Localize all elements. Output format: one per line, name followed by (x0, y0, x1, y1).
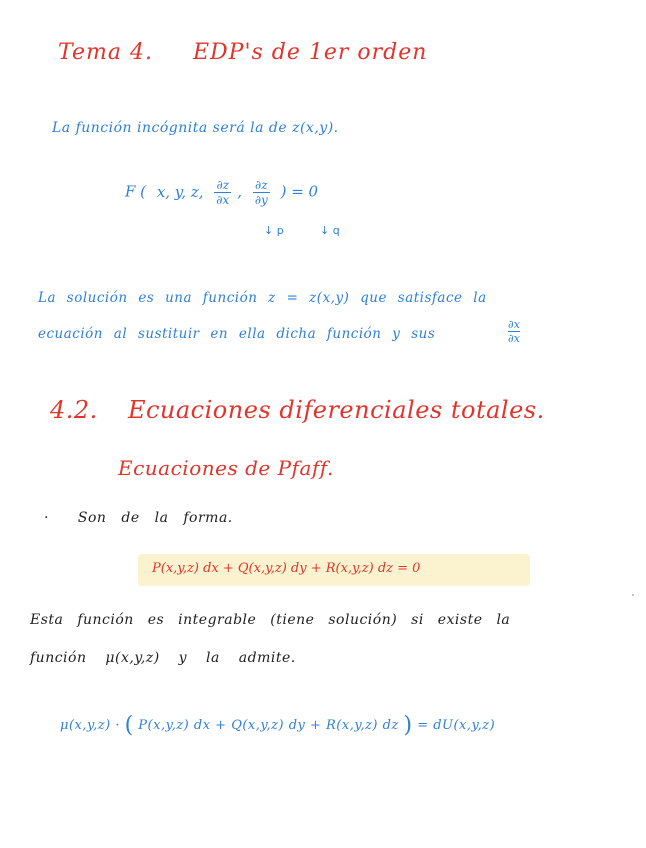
final-open-paren: ( (124, 713, 134, 738)
solution-fraction (508, 318, 520, 345)
bullet-text: Son de la forma. (77, 510, 233, 526)
topic-label: Tema 4. (58, 40, 153, 65)
equation-prefix: F ( (125, 182, 147, 201)
section-title: Ecuaciones diferenciales totales. (127, 396, 545, 424)
page-title (58, 40, 427, 65)
integrable-line-2: función μ(x,y,z) y la admite. (30, 650, 296, 666)
partial-y-denominator: ∂y (254, 193, 268, 207)
section-subtitle: Ecuaciones de Pfaff. (118, 456, 334, 480)
stray-dot (632, 594, 634, 596)
final-close-paren: ) (403, 713, 413, 738)
final-body: P(x,y,z) dx + Q(x,y,z) dy + R(x,y,z) dz (138, 718, 399, 733)
solution-line-2: ecuación al sustituir en ella dicha función y sus (38, 326, 436, 342)
equation-suffix: ) = 0 (280, 182, 319, 201)
topic-subject: EDP's de 1er orden (192, 40, 428, 65)
pfaff-equation: P(x,y,z) dx + Q(x,y,z) dy + R(x,y,z) dz = 0 (152, 561, 421, 576)
partial-y-fraction (253, 178, 270, 207)
final-factor: μ(x,y,z) · (60, 718, 120, 733)
solution-fraction-numerator: ∂x (508, 318, 520, 331)
general-equation: F ( x, y, z, $\frac{\partial z}{\partial x}$ , $\frac{\partial z}{\partial y}$ ) = 0 (125, 178, 319, 207)
bullet-marker: · (44, 510, 49, 526)
partial-x-denominator: ∂x (216, 193, 230, 207)
equation-vars: x, y, z, (156, 182, 204, 201)
bullet-item (44, 510, 233, 526)
section-heading (50, 396, 545, 424)
partial-x-numerator: ∂z (214, 178, 231, 193)
pfaff-equation-highlight (138, 554, 530, 586)
arrow-q-label: ↓ q (320, 224, 340, 237)
final-rhs: = dU(x,y,z) (417, 718, 496, 733)
integrable-line-1: Esta función es integrable (tiene solución) si existe la (30, 612, 511, 628)
solution-fraction-denominator: ∂x (508, 332, 520, 345)
partial-x-fraction (214, 178, 231, 207)
intro-text: La función incógnita será la de z(x,y). (52, 120, 339, 136)
arrow-p-label: ↓ p (264, 224, 284, 237)
partial-y-numerator: ∂z (253, 178, 270, 193)
final-equation (60, 713, 495, 738)
solution-line-1: La solución es una función z = z(x,y) que satisface la (38, 290, 487, 306)
section-number: 4.2. (50, 396, 98, 424)
